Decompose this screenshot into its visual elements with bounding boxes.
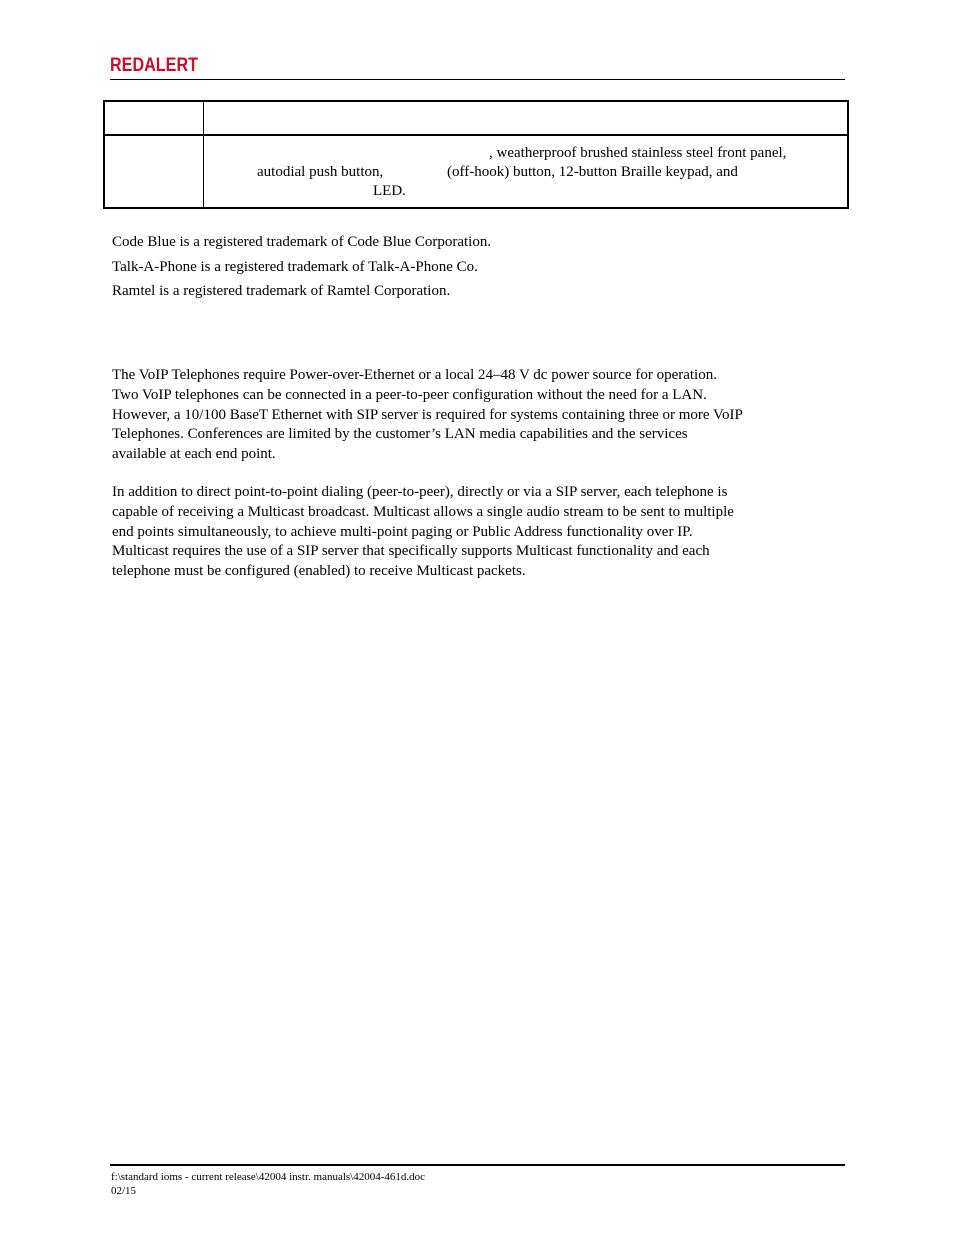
footer-rule [110,1164,845,1166]
svg-text:REDALERT: REDALERT [110,55,199,76]
paragraph-line: Multicast requires the use of a SIP server that specifically supports Multicast functionality and each [112,543,710,560]
footer-file-path: f:\standard ioms - current release\42004 instr. manuals\42004-461d.doc [111,1171,426,1183]
paragraph-line: telephone must be configured (enabled) to receive Multicast packets. [112,563,526,580]
redalert-logo [110,54,200,74]
table-cell-line-3: LED. [373,183,406,199]
footer [111,1170,425,1198]
trademark-line: Ramtel is a registered trademark of Ramtel Corporation. [112,283,451,299]
trademark-line: Talk-A-Phone is a registered trademark of Talk-A-Phone Co. [112,258,478,275]
table-cell-line-1: , weatherproof brushed stainless steel front panel, [489,145,787,161]
multicast-paragraph [112,483,847,582]
paragraph-line: end points simultaneously, to achieve multi-point paging or Public Address functionality over IP. [112,523,693,540]
paragraph-line: The VoIP Telephones require Power-over-Ethernet or a local 24–48 V dc power source for operation. [112,367,717,383]
table-cell-line-2b: (off-hook) button, 12-button Braille keypad, and [447,164,738,180]
spec-table [103,100,849,209]
paragraph-line: However, a 10/100 BaseT Ethernet with SIP server is required for systems containing three or more VoIP [112,406,743,423]
header-rule [110,79,845,80]
trademark-list [112,230,491,304]
table-column-divider [203,102,204,207]
paragraph-line: In addition to direct point-to-point dialing (peer-to-peer), directly or via a SIP server, each telephone is [112,484,728,500]
paragraph-line: available at each end point. [112,446,276,463]
paragraph-line: Telephones. Conferences are limited by the customer’s LAN media capabilities and the services [112,426,688,443]
paragraph-line: Two VoIP telephones can be connected in a peer-to-peer configuration without the need for a LAN. [112,386,707,403]
table-cell-line-2a: autodial push button, [257,164,384,180]
paragraph-line: capable of receiving a Multicast broadcast. Multicast allows a single audio stream to be sent to multiple [112,503,734,520]
trademark-line: Code Blue is a registered trademark of Code Blue Corporation. [112,234,492,250]
footer-date: 02/15 [111,1185,137,1197]
power-requirements-paragraph [112,366,847,465]
table-row-divider [105,134,847,136]
